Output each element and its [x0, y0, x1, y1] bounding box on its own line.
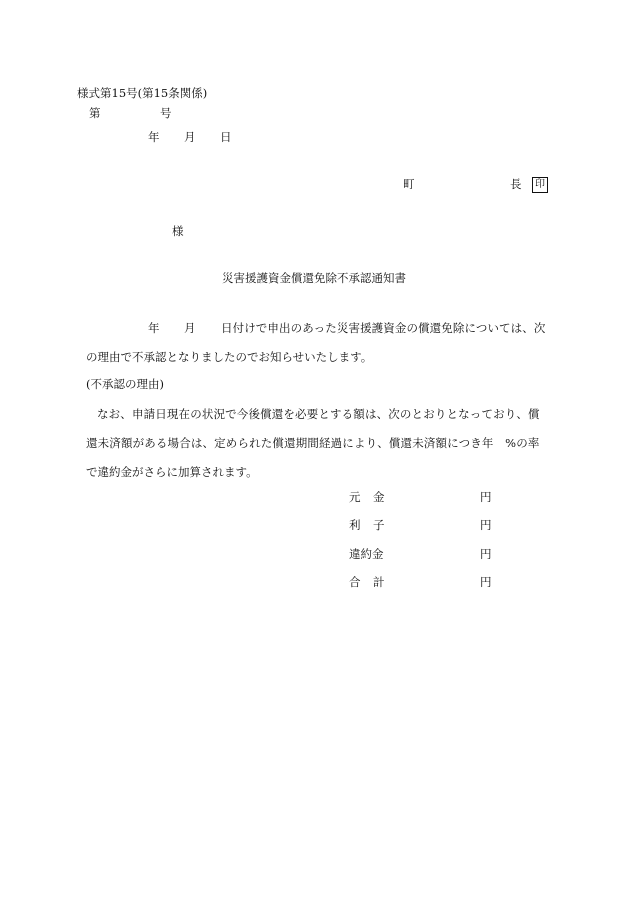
- document-title: 災害援護資金償還免除不承認通知書: [222, 271, 406, 285]
- doc-number-prefix: 第: [89, 106, 101, 120]
- amount-label-a: 利: [349, 518, 361, 532]
- amount-unit: 円: [480, 547, 492, 561]
- amount-label-b: 金: [373, 490, 385, 504]
- amount-label-a: 合: [349, 575, 361, 589]
- amount-unit: 円: [480, 518, 492, 532]
- issuer-town: 町: [403, 177, 415, 191]
- para2-line1: なお、申請日現在の状況で今後償還を必要とする額は、次のとおりとなっており、償: [97, 407, 540, 421]
- para2-line2: 還未済額がある場合は、定められた償還期間経過により、償還未済額につき年 %の率: [86, 436, 540, 450]
- addressee-honorific: 様: [172, 224, 184, 238]
- para1-line2: の理由で不承認となりましたのでお知らせいたします。: [86, 350, 373, 364]
- date-month: 月: [184, 130, 196, 144]
- amount-unit: 円: [480, 575, 492, 589]
- amount-label-b: 計: [373, 575, 385, 589]
- date-day: 日: [220, 130, 232, 144]
- amount-label-b: 子: [373, 518, 385, 532]
- date-year: 年: [148, 130, 160, 144]
- amount-unit: 円: [480, 490, 492, 504]
- body-date-year: 年: [148, 321, 160, 335]
- reason-heading: (不承認の理由): [86, 377, 164, 391]
- para2-line3: で違約金がさらに加算されます。: [86, 465, 258, 479]
- doc-number-suffix: 号: [160, 106, 172, 120]
- amount-label-a: 元: [349, 490, 361, 504]
- para1-line1: 日付けで申出のあった災害援護資金の償還免除については、次: [221, 321, 546, 335]
- body-date-month: 月: [184, 321, 196, 335]
- form-number: 様式第15号(第15条関係): [77, 86, 208, 100]
- amount-label: 違約金: [349, 547, 384, 561]
- seal-stamp: 印: [532, 177, 548, 193]
- issuer-title: 長: [510, 177, 522, 191]
